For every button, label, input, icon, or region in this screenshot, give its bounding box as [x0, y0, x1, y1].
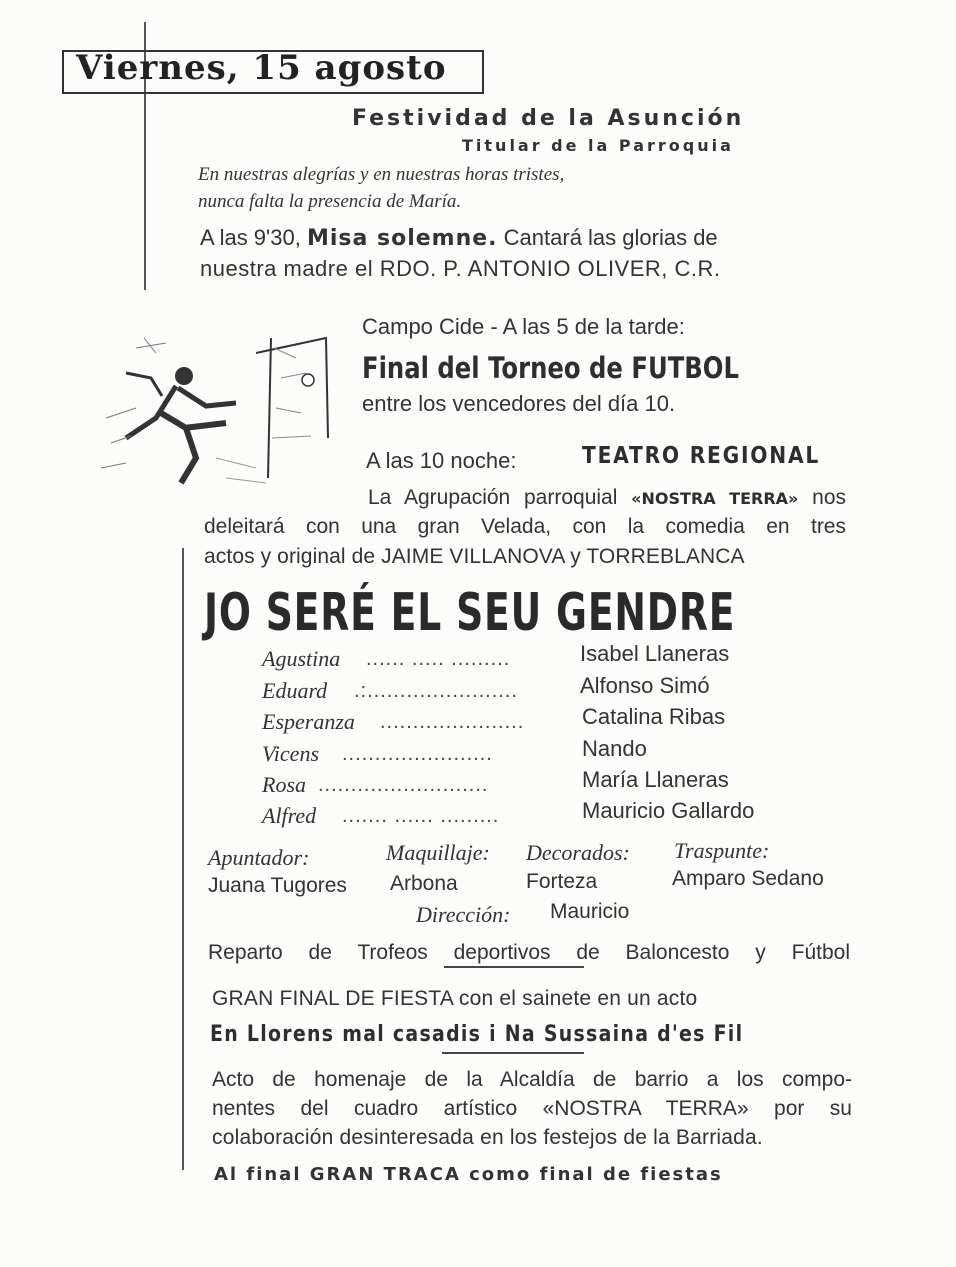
cast-dots: .......................... [318, 774, 489, 796]
crew-traspunte-name: Amparo Sedano [672, 867, 824, 890]
homage-line-3: colaboración desinteresada en los festejos de la Barriada. [212, 1126, 763, 1149]
theatre-line-3: actos y original de JAIME VILLANOVA y TORREBLANCA [204, 545, 745, 568]
trophies-line: Reparto de Trofeos deportivos de Baloncesto y Fútbol [208, 941, 850, 964]
crew-maquillaje-label: Maquillaje: [386, 840, 490, 865]
mass-title: Misa solemne. [306, 226, 498, 251]
cast-dots: ....... ...... ......... [342, 805, 500, 827]
football-player-illustration [96, 318, 336, 498]
quote-line-2: nunca falta la presencia de María. [198, 191, 462, 212]
football-subtitle: entre los vencedores del día 10. [362, 391, 676, 416]
theatre-group-name: «NOSTRA TERRA» [631, 489, 799, 508]
crew-apuntador-name: Juana Tugores [208, 874, 347, 897]
sainete-underline [442, 1052, 584, 1054]
quote-line-1: En nuestras alegrías y en nuestras horas tristes, [198, 164, 565, 185]
mass-line-1 [200, 225, 718, 251]
crew-direccion-name: Mauricio [550, 900, 630, 923]
cast-role: Vicens [262, 741, 320, 766]
date-heading: Viernes, 15 agosto [76, 48, 447, 88]
cast-actor: Catalina Ribas [582, 704, 726, 729]
cast-actor: Nando [582, 736, 647, 761]
cast-dots: ...... ..... ......... [366, 648, 511, 670]
theatre-title: TEATRO REGIONAL [582, 443, 821, 469]
theatre-line1-post: nos [812, 486, 846, 509]
crew-apuntador-label: Apuntador: [208, 845, 310, 870]
cast-actor: Isabel Llaneras [580, 641, 730, 666]
festivity-subtitle: Titular de la Parroquia [462, 136, 734, 155]
theatre-time: A las 10 noche: [366, 448, 517, 473]
football-title: Final del Torneo de FUTBOL [362, 352, 739, 386]
mass-line-2: nuestra madre el RDO. P. ANTONIO OLIVER, C.R. [200, 256, 721, 281]
crew-traspunte-label: Traspunte: [674, 838, 770, 863]
cast-dots: ...................... [380, 711, 525, 733]
cast-role: Esperanza [262, 709, 355, 734]
sainete-title: En Llorens mal casadis i Na Sussaina d'es Fil [210, 1022, 744, 1047]
crew-direccion-label: Dirección: [416, 902, 511, 927]
mass-text-1: Cantará las glorias de [503, 225, 718, 250]
homage-line-1: Acto de homenaje de la Alcaldía de barrio a los compo- [212, 1068, 852, 1091]
final-fiesta-line: GRAN FINAL DE FIESTA con el sainete en un acto [212, 987, 698, 1010]
cast-dots: .:....................... [354, 680, 518, 702]
football-venue: Campo Cide - A las 5 de la tarde: [362, 314, 685, 339]
theatre-line-1 [368, 486, 846, 510]
cast-actor: María Llaneras [582, 767, 729, 792]
theatre-line1-pre: La Agrupación parroquial [368, 486, 618, 509]
cast-role: Alfred [262, 803, 317, 828]
cast-role: Rosa [262, 772, 306, 797]
crew-maquillaje-name: Arbona [390, 872, 458, 895]
traca-line: Al final GRAN TRACA como final de fiestas [214, 1164, 723, 1185]
theatre-line-2: deleitará con una gran Velada, con la comedia en tres [204, 515, 846, 538]
trophies-underline [444, 966, 584, 968]
cast-role: Agustina [262, 646, 341, 671]
mass-time: A las 9'30, [200, 225, 301, 250]
cast-role: Eduard [262, 678, 328, 703]
left-vertical-rule-bottom [182, 548, 184, 1170]
cast-actor: Mauricio Gallardo [582, 798, 755, 823]
crew-decorados-name: Forteza [526, 870, 598, 893]
cast-dots: ....................... [342, 743, 493, 765]
festivity-title: Festividad de la Asunción [352, 106, 745, 131]
crew-decorados-label: Decorados: [526, 840, 630, 865]
play-title: JO SERÉ EL SEU GENDRE [204, 582, 736, 643]
cast-actor: Alfonso Simó [580, 673, 710, 698]
homage-line-2: nentes del cuadro artístico «NOSTRA TERRA» por su [212, 1097, 852, 1120]
